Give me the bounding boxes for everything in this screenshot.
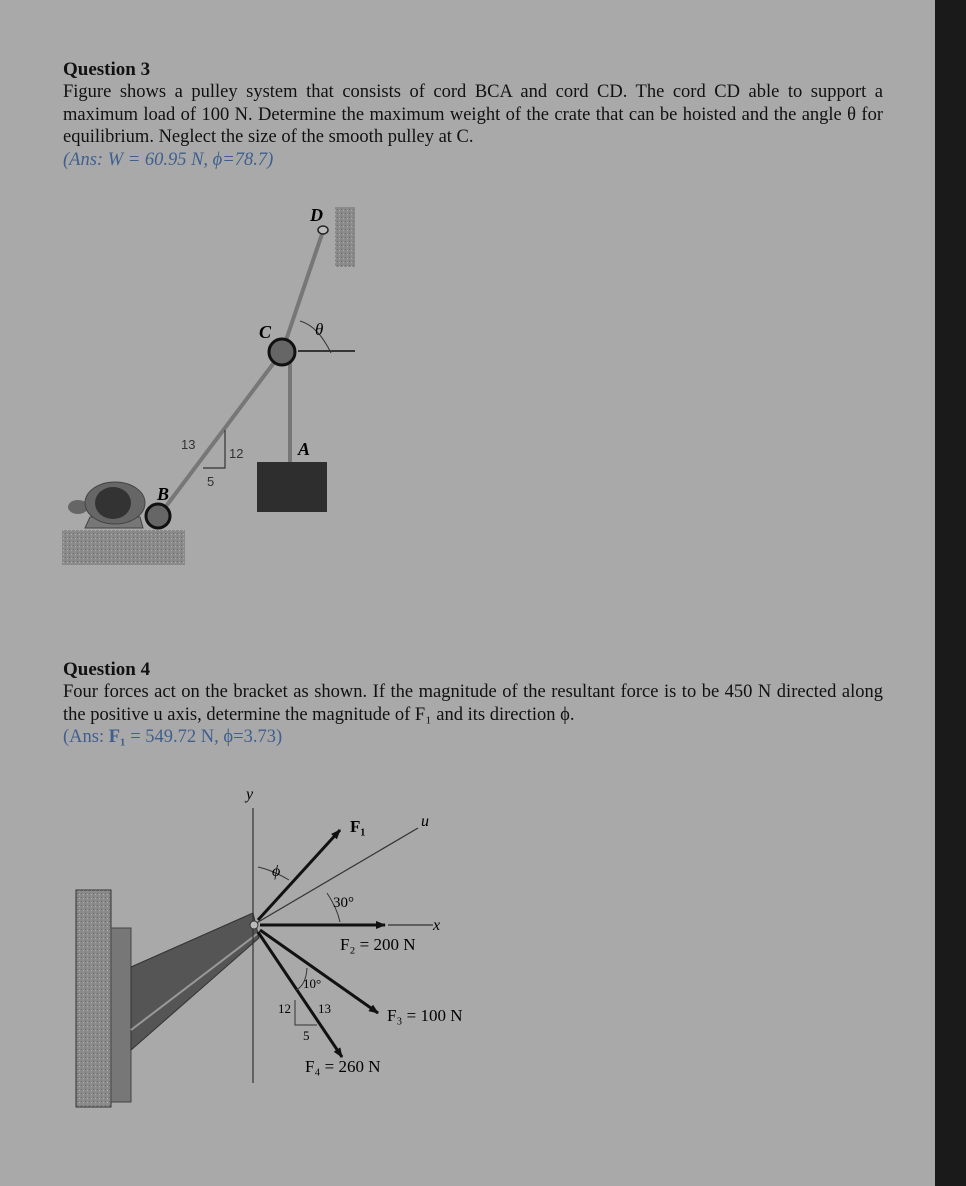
- question-4-title: Question 4: [63, 659, 151, 680]
- bracket-figure: [76, 786, 463, 1107]
- label-B: B: [157, 484, 170, 504]
- wall-plate: [111, 928, 131, 1102]
- slope-12: 12: [229, 446, 244, 461]
- label-F3: F₃ = 100 N: [387, 1006, 463, 1025]
- wall: [76, 890, 111, 1107]
- label-D: D: [310, 205, 323, 225]
- ring-D: [318, 226, 328, 234]
- label-10deg: 10°: [303, 976, 322, 991]
- label-5: 5: [303, 1028, 310, 1043]
- force-F4: [258, 932, 342, 1057]
- answer-prefix: (Ans:: [63, 727, 109, 747]
- crate: [257, 462, 327, 512]
- bracket-pin: [250, 921, 258, 929]
- answer-rest: = 549.72 N, ϕ=3.73): [125, 727, 283, 747]
- question-3-text: Figure shows a pulley system that consists of cord BCA and cord CD. The cord CD able to support a maximum load of 100 N. Determine the maximum weight of the crate that can be hoisted and the angle θ for equilibrium. Neglect the size of the smooth pulley at C.: [63, 82, 883, 147]
- label-theta: θ: [315, 320, 324, 339]
- question-3-title: Question 3: [63, 59, 151, 80]
- label-y: y: [246, 786, 254, 803]
- pulley-C: [269, 339, 295, 365]
- label-13: 13: [318, 1001, 331, 1016]
- label-phi: ϕ: [272, 863, 281, 880]
- label-30deg: 30°: [333, 895, 354, 911]
- answer-bold: F₁: [108, 727, 126, 747]
- force-F1: [258, 830, 340, 920]
- label-A: A: [298, 439, 311, 459]
- slope-triangle-2: [295, 1022, 317, 1025]
- label-C: C: [259, 322, 272, 342]
- slope-5: 5: [207, 474, 215, 489]
- motor-core: [95, 487, 131, 519]
- label-F1: F₁: [350, 817, 366, 836]
- label-F2: F₂ = 200 N: [340, 935, 416, 954]
- slope-triangle: [203, 430, 225, 468]
- label-x: x: [433, 917, 441, 934]
- label-12: 12: [278, 1001, 291, 1016]
- question-4-text: Four forces act on the bracket as shown. If the magnitude of the resultant force is to be 450 N directed along the positive u axis, determine the magnitude of F₁ and its direction ϕ.: [63, 682, 883, 725]
- question-3-answer: (Ans: W = 60.95 N, ϕ=78.7): [63, 149, 274, 170]
- label-u: u: [421, 813, 429, 830]
- pulley-figure: [62, 205, 355, 565]
- slope-13: 13: [181, 437, 196, 452]
- pulley-B: [146, 504, 170, 528]
- ground-block: [62, 530, 185, 565]
- label-F4: F₄ = 260 N: [305, 1057, 381, 1076]
- ceiling-support-D: [335, 207, 355, 267]
